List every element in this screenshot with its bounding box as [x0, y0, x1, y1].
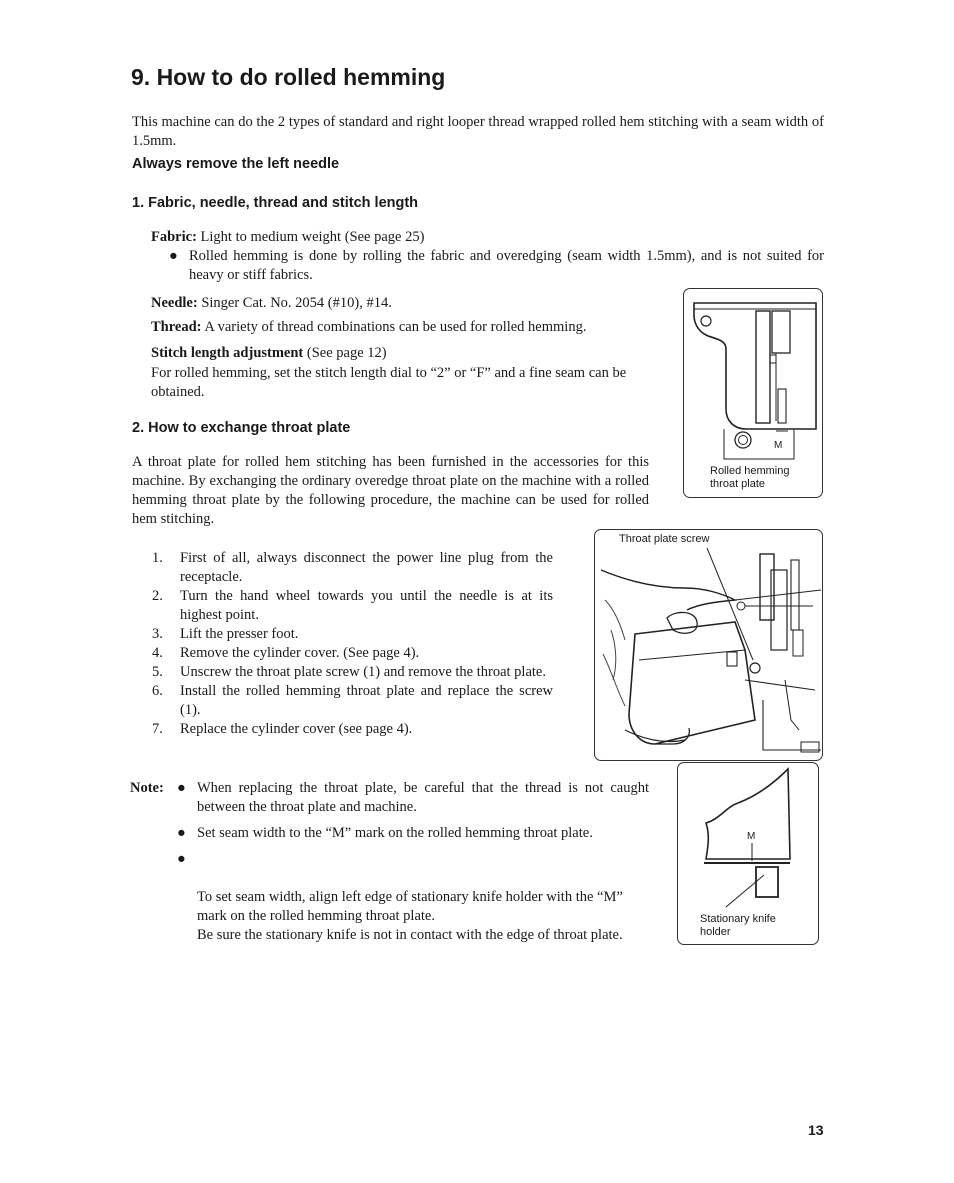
stitch-label: Stitch length adjustment — [151, 345, 304, 361]
list-item: 4. Remove the cylinder cover. (See page 4). — [152, 645, 420, 661]
bullet-icon: ● — [169, 248, 178, 264]
warning-heading: Always remove the left needle — [132, 156, 340, 172]
stitch-ref: (See page 12) — [306, 345, 387, 361]
fabric-bullet — [169, 247, 824, 285]
list-item: 2. Turn the hand wheel towards you until the needle is at its highest point. — [152, 588, 553, 623]
stitch-text: For rolled hemming, set the stitch length dial to “2” or “F” and a fine seam can be obtained. — [151, 365, 627, 400]
fabric-bullet-text: Rolled hemming is done by rolling the fabric and overedging (seam width 1.5mm), and is not suited for heavy or stiff fabrics. — [189, 248, 824, 283]
note-item: ● When replacing the throat plate, be careful that the thread is not caught between the throat plate and machine. — [177, 780, 649, 815]
section1-heading: 1. Fabric, needle, thread and stitch length — [132, 195, 419, 211]
rolled-hemming-throat-plate-figure — [683, 288, 823, 498]
bullet-icon: ● — [177, 825, 186, 841]
note-item: ● Set seam width to the “M” mark on the rolled hemming throat plate. — [177, 825, 593, 841]
stitch-line — [151, 344, 387, 363]
plate-caption: Rolled hemming throat plate — [710, 465, 790, 490]
knife-mark: M — [747, 831, 756, 842]
knife-caption: Stationary knife holder — [700, 913, 776, 938]
list-item: 6. Install the rolled hemming throat plate and replace the screw (1). — [152, 683, 553, 718]
fabric-text: Light to medium weight (See page 25) — [200, 229, 425, 245]
fabric-label: Fabric: — [151, 229, 197, 245]
needle-label: Needle: — [151, 295, 198, 311]
bullet-icon: ● — [177, 851, 186, 867]
bullet-icon: ● — [177, 780, 186, 796]
machine-drawing — [595, 530, 822, 760]
thread-line — [151, 318, 586, 337]
list-item: 5. Unscrew the throat plate screw (1) and remove the throat plate. — [152, 664, 546, 680]
list-item: 7. Replace the cylinder cover (see page 4). — [152, 721, 413, 737]
needle-text: Singer Cat. No. 2054 (#10), #14. — [201, 295, 392, 311]
needle-line — [151, 294, 392, 313]
plate-mark: M — [774, 440, 783, 451]
note-label: Note: — [130, 780, 164, 796]
section2-intro: A throat plate for rolled hem stitching has been furnished in the accessories for this machine. By exchanging the ordinary overedge throat plate on the machine with a rolled hemming throat plate by the following procedure, the machine can be used for rolled hem stitching. — [132, 454, 649, 527]
stationary-knife-holder-figure — [677, 762, 819, 945]
list-item: 3. Lift the presser foot. — [152, 626, 299, 642]
screw-caption: Throat plate screw — [619, 533, 710, 545]
intro-text: This machine can do the 2 types of standard and right looper thread wrapped rolled hem stitching with a seam width of 1.5mm. — [132, 114, 824, 149]
throat-plate-screw-figure — [594, 529, 823, 761]
list-item: 1. First of all, always disconnect the power line plug from the receptacle. — [152, 550, 553, 585]
section2-heading: 2. How to exchange throat plate — [132, 420, 351, 436]
note-item: ● To set seam width, align left edge of stationary knife holder with the “M” mark on the rolled hemming throat plate. Be sure the stationary knife is not in contact with the edge of throat plate. — [177, 851, 623, 943]
thread-label: Thread: — [151, 319, 202, 335]
fabric-line — [151, 228, 826, 247]
page-number: 13 — [808, 1122, 824, 1138]
steps-list — [152, 549, 553, 739]
thread-text: A variety of thread combinations can be used for rolled hemming. — [204, 319, 587, 335]
page-title: 9. How to do rolled hemming — [131, 64, 446, 90]
